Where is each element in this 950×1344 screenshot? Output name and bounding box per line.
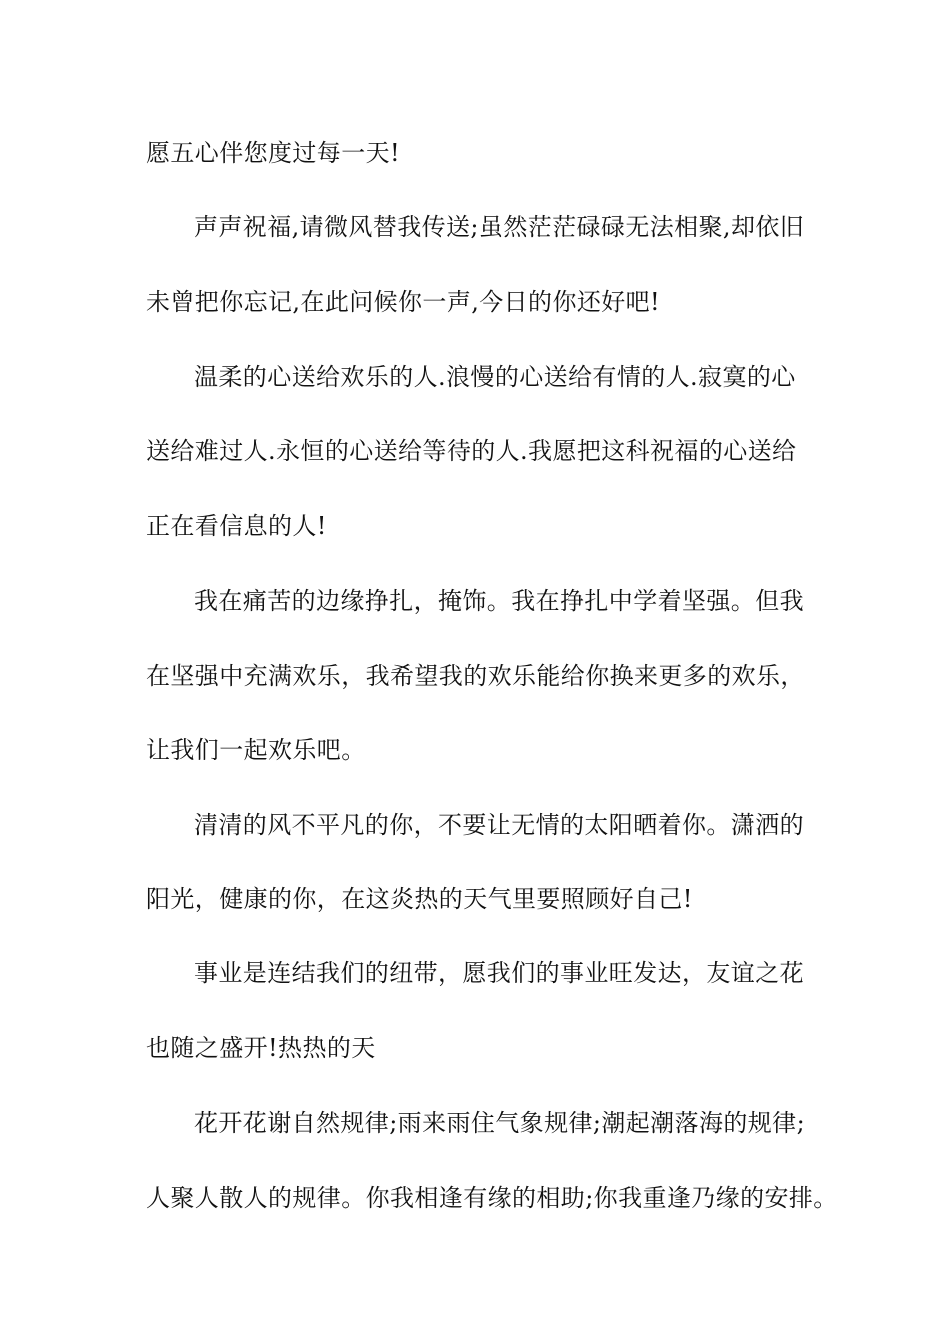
text-line: 正在看信息的人! <box>146 512 327 540</box>
text-line: 阳光，健康的你，在这炎热的天气里要照顾好自己! <box>146 885 693 913</box>
paragraph-first-line: 我在痛苦的边缘挣扎，掩饰。我在挣扎中学着坚强。但我 <box>194 587 804 615</box>
paragraph-first-line: 事业是连结我们的纽带，愿我们的事业旺发达，友谊之花 <box>194 959 804 987</box>
paragraph-first-line: 声声祝福,请微风替我传送;虽然茫茫碌碌无法相聚,却依旧 <box>194 213 805 241</box>
text-line: 让我们一起欢乐吧。 <box>146 736 366 764</box>
paragraph-first-line: 清清的风不平凡的你，不要让无情的太阳晒着你。潇洒的 <box>194 811 804 839</box>
text-line: 在坚强中充满欢乐，我希望我的欢乐能给你换来更多的欢乐， <box>146 662 805 690</box>
text-line: 愿五心伴您度过每一天! <box>146 139 401 167</box>
text-line: 送给难过人.永恒的心送给等待的人.我愿把这科祝福的心送给 <box>146 437 797 465</box>
text-line: 未曾把你忘记,在此问候你一声,今日的你还好吧! <box>146 288 661 316</box>
text-line: 也随之盛开!热热的天 <box>146 1034 376 1062</box>
paragraph-first-line: 温柔的心送给欢乐的人.浪慢的心送给有情的人.寂寞的心 <box>194 363 796 391</box>
paragraph-first-line: 花开花谢自然规律;雨来雨住气象规律;潮起潮落海的规律; <box>194 1109 806 1137</box>
text-line: 人聚人散人的规律。你我相逢有缘的相助;你我重逢乃缘的安排。 <box>146 1184 838 1212</box>
